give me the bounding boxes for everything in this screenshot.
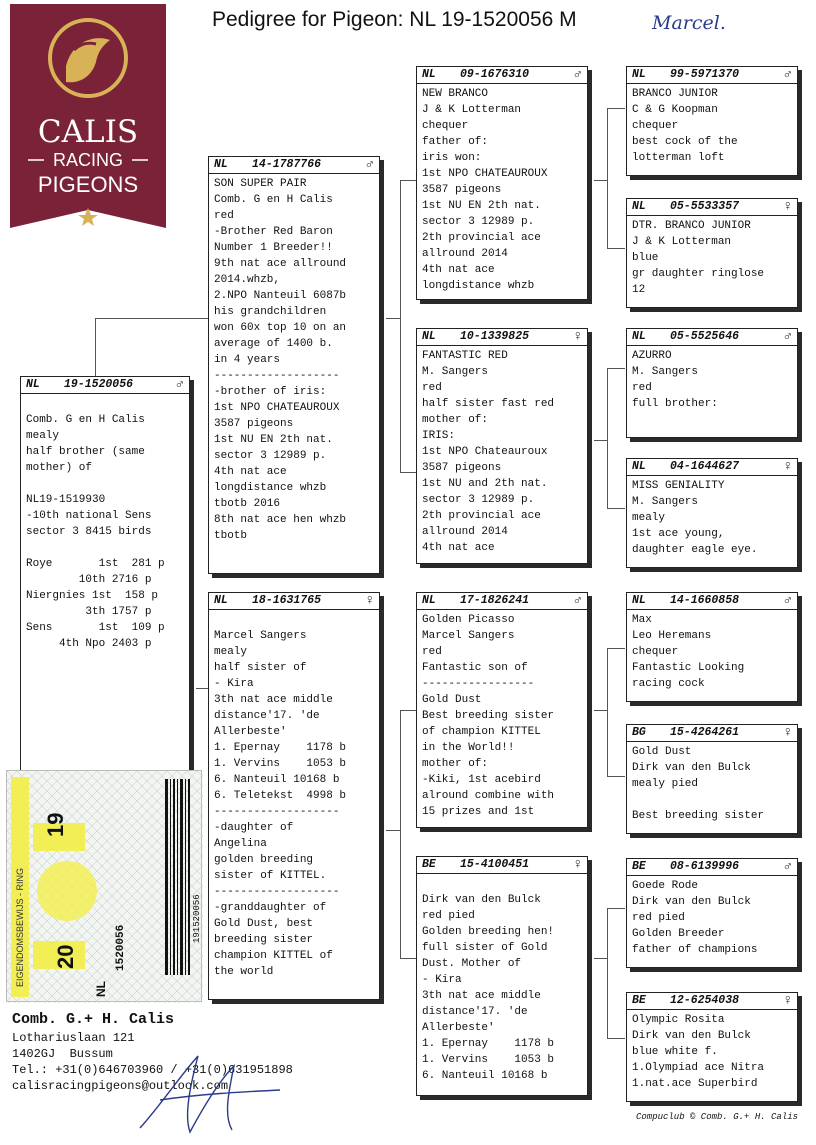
pigeon-text-line: average of 1400 b. xyxy=(214,338,333,350)
pigeon-text-line: 4th nat ace xyxy=(422,264,495,276)
pigeon-text-line: best cock of the xyxy=(632,136,738,148)
pigeon-lines xyxy=(632,86,792,166)
pigeon-box-mother: NL 18-1631765 ♀ Marcel Sangers mealy half sister of - Kira 3th nat ace middle distance'17. 'de Allerbeste' 1. Epernay 1178 b 1. Vervins 1053 b 6. Nanteuil 10168 b 6. Teletekst 4998 b ------------------- -daughter of Angelina golden breeding sister of KITTEL. ------------------- -granddaughter of Gold Dust, best breeding sister champion KITTEL of the world xyxy=(208,592,380,1000)
pigeon-text-line: 1st ace young, xyxy=(632,528,725,540)
pigeon-text-line: SON SUPER PAIR xyxy=(214,178,307,190)
pigeon-lines xyxy=(632,218,792,298)
pigeon-text-line: won 60x top 10 on an xyxy=(214,322,347,334)
pigeon-text-line: 6. Nanteuil 10168 b xyxy=(422,1070,548,1082)
pigeon-text-line: 1. Vervins 1053 b xyxy=(214,758,347,770)
pigeon-box-mf: NL 17-1826241 ♂ Golden Picasso Marcel Sangers red Fantastic son of ----------------- Gold Dust Best breeding sister of champion KITTEL in the World!! mother of: -Kiki, 1st acebird alround combine with 15 prizes and 1st xyxy=(416,592,588,828)
pigeon-text-line: Dust. Mother of xyxy=(422,958,522,970)
pigeon-text-line: Marcel Sangers xyxy=(422,630,515,642)
pigeon-text-line: tbotb xyxy=(214,530,248,542)
pigeon-text-line: chequer xyxy=(422,120,469,132)
footer-credit: Compuclub © Comb. G.+ H. Calis xyxy=(636,1112,799,1122)
pigeon-text-line: sector 3 12989 p. xyxy=(422,216,535,228)
pigeon-lines xyxy=(422,86,582,294)
pigeon-text-line: AZURRO xyxy=(632,350,672,362)
pigeon-text-line: Gold Dust xyxy=(422,694,482,706)
pigeon-box-mfm: BG 15-4264261 ♀ Gold Dust Dirk van den Bulck mealy pied Best breeding sister xyxy=(626,724,798,834)
pigeon-box-fff: NL 99-5971370 ♂ BRANCO JUNIOR C & G Koopman chequer best cock of the lotterman loft xyxy=(626,66,798,176)
pigeon-box-main xyxy=(20,376,190,776)
pigeon-text-line: longdistance whzb xyxy=(214,482,327,494)
pigeon-text-line: BRANCO JUNIOR xyxy=(632,88,718,100)
pigeon-text-line: Goede Rode xyxy=(632,880,699,892)
pigeon-text-line: longdistance whzb xyxy=(422,280,535,292)
pigeon-text-line: blue xyxy=(632,252,659,264)
pigeon-text-line: Comb. G en H Calis xyxy=(214,194,333,206)
pigeon-text-line: mother of: xyxy=(422,414,489,426)
pigeon-text-line: Fantastic son of xyxy=(422,662,528,674)
pigeon-text-line: 6. Teletekst 4998 b xyxy=(214,790,347,802)
pigeon-text-line: 1. Vervins 1053 b xyxy=(422,1054,555,1066)
pigeon-text-line: 1st NPO Chateauroux xyxy=(422,446,548,458)
sticker-barcode-number: 191520056 xyxy=(192,894,202,943)
pigeon-text-line: Max xyxy=(632,614,652,626)
pigeon-box-mm: BE 15-4100451 ♀ Dirk van den Bulck red pied Golden breeding hen! full sister of Gold Dust. Mother of - Kira 3th nat ace middle distance'17. 'de Allerbeste' 1. Epernay 1178 b 1. Vervins 1053 b 6. Nanteuil 10168 b xyxy=(416,856,588,1096)
pigeon-box-fmf: NL 05-5525646 ♂ AZURRO M. Sangers red full brother: xyxy=(626,328,798,438)
pigeon-text-line: 4th nat ace xyxy=(214,466,287,478)
owner-city: 1402GJ Bussum xyxy=(12,1047,113,1061)
pigeon-text-line: allround 2014 xyxy=(422,248,508,260)
page-title: Pedigree for Pigeon: NL 19-1520056 M xyxy=(212,8,577,31)
pigeon-text-line: M. Sangers xyxy=(632,496,699,508)
pigeon-text-line: of champion KITTEL xyxy=(422,726,541,738)
pigeon-text-line: Golden Breeder xyxy=(632,928,725,940)
pigeon-text-line: alround combine with xyxy=(422,790,555,802)
pigeon-text-line: 4th nat ace xyxy=(422,542,495,554)
pigeon-text-line: Dirk van den Bulck xyxy=(632,896,751,908)
pigeon-text-line: red xyxy=(632,382,652,394)
pigeon-text-line: golden breeding xyxy=(214,854,314,866)
owner-phone: Tel.: +31(0)646703960 / +31(0)631951898 xyxy=(12,1063,293,1077)
owner-address: Lothariuslaan 121 xyxy=(12,1031,135,1045)
pigeon-box-father: NL 14-1787766 ♂ SON SUPER PAIR Comb. G en H Calis red -Brother Red Baron Number 1 Breeder!! 9th nat ace allround 2014.whzb, 2.NPO Nanteuil 6087b his grandchildren won 60x top 10 on an average of 1400 b. in 4 years ------------------- -brother of iris: 1st NPO CHATEAUROUX 3587 pigeons 1st NU EN 2th nat. sector 3 12989 p. 4th nat ace longdistance whzb tbotb 2016 8th nat ace hen whzb tbotb xyxy=(208,156,380,574)
pigeon-text-line: 15 prizes and 1st xyxy=(422,806,535,818)
pigeon-text-line: J & K Lotterman xyxy=(632,236,732,248)
pigeon-text-line: FANTASTIC RED xyxy=(422,350,508,362)
pigeon-text-line: 3th nat ace middle xyxy=(422,990,541,1002)
pigeon-text-line: Roye 1st 281 p xyxy=(26,558,165,570)
pigeon-text-line: 1st NPO CHATEAUROUX xyxy=(214,402,340,414)
pigeon-text-line: 2th provincial ace xyxy=(422,510,541,522)
pigeon-text-line: champion KITTEL of xyxy=(214,950,333,962)
pigeon-text-line: father of champions xyxy=(632,944,758,956)
pigeon-text-line: 1st NU EN 2th nat. xyxy=(214,434,333,446)
pigeon-text-line: M. Sangers xyxy=(422,366,489,378)
pigeon-text-line: Comb. G en H Calis xyxy=(26,414,145,426)
pigeon-text-line: 3th 1757 p xyxy=(26,606,152,618)
pigeon-box-fm: NL 10-1339825 ♀ FANTASTIC RED M. Sangers red half sister fast red mother of: IRIS: 1st NPO Chateauroux 3587 pigeons 1st NU and 2th nat. sector 3 12989 p. 2th provincial ace allround 2014 4th nat ace xyxy=(416,328,588,564)
pigeon-text-line: in the World!! xyxy=(422,742,515,754)
pigeon-text-line: 1.Olympiad ace Nitra xyxy=(632,1062,765,1074)
pigeon-text-line: Olympic Rosita xyxy=(632,1014,725,1026)
sticker-country: NL xyxy=(94,981,108,997)
pigeon-lines xyxy=(214,176,374,544)
pigeon-text-line: full brother: xyxy=(632,398,718,410)
pigeon-text-line: 6. Nanteuil 10168 b xyxy=(214,774,340,786)
pigeon-text-line: ------------------- xyxy=(214,370,340,382)
pigeon-text-line: 4th Npo 2403 p xyxy=(26,638,152,650)
pigeon-text-line: red xyxy=(214,210,234,222)
pigeon-text-line: Gold Dust xyxy=(632,746,692,758)
pigeon-text-line: allround 2014 xyxy=(422,526,508,538)
logo-pigeons: PIGEONS xyxy=(37,172,139,197)
pigeon-lines xyxy=(632,612,792,692)
pigeon-text-line: red xyxy=(422,382,442,394)
pigeon-text-line: half sister of xyxy=(214,662,307,674)
pigeon-box-fmm: NL 04-1644627 ♀ MISS GENIALITY M. Sangers mealy 1st ace young, daughter eagle eye. xyxy=(626,458,798,568)
pigeon-text-line: - Kira xyxy=(422,974,462,986)
pigeon-text-line: ----------------- xyxy=(422,678,535,690)
pigeon-text-line: Dirk van den Bulck xyxy=(632,1030,751,1042)
pigeon-text-line: DTR. BRANCO JUNIOR xyxy=(632,220,751,232)
pigeon-text-line: M. Sangers xyxy=(632,366,699,378)
pigeon-text-line: -Kiki, 1st acebird xyxy=(422,774,541,786)
pigeon-text-line xyxy=(26,476,184,492)
pigeon-text-line: mealy xyxy=(26,430,60,442)
pigeon-text-line: tbotb 2016 xyxy=(214,498,281,510)
owner-name: Comb. G.+ H. Calis xyxy=(12,1011,175,1028)
pigeon-text-line: mother) of xyxy=(26,462,93,474)
pigeon-box-mmm: BE 12-6254038 ♀ Olympic Rosita Dirk van den Bulck blue white f. 1.Olympiad ace Nitra 1.nat.ace Superbird xyxy=(626,992,798,1102)
pigeon-text-line: mealy pied xyxy=(632,778,699,790)
pigeon-lines xyxy=(632,1012,792,1092)
pigeon-text-line: J & K Lotterman xyxy=(422,104,522,116)
race-results xyxy=(26,556,184,652)
pigeon-text-line: chequer xyxy=(632,646,679,658)
pigeon-text-line: sector 3 12989 p. xyxy=(214,450,327,462)
pigeon-lines xyxy=(632,478,792,558)
pigeon-header: NL 19-1520056 ♂ xyxy=(21,377,189,394)
calis-logo xyxy=(10,4,166,228)
pigeon-lines xyxy=(632,744,792,824)
pigeon-text-line: NL19-1519930 xyxy=(26,494,106,506)
pigeon-text-line: mother of: xyxy=(422,758,489,770)
pigeon-text-line: 1st NU EN 2th nat. xyxy=(422,200,541,212)
pigeon-text-line: 1st NU and 2th nat. xyxy=(422,478,548,490)
pigeon-lines xyxy=(214,612,374,980)
pigeon-text-line: sector 3 12989 p. xyxy=(422,494,535,506)
pigeon-text-line: Angelina xyxy=(214,838,267,850)
pigeon-text-line: 1. Epernay 1178 b xyxy=(422,1038,555,1050)
pigeon-text-line: Allerbeste' xyxy=(214,726,287,738)
pigeon-text-line xyxy=(422,876,582,892)
pigeon-text-line: full sister of Gold xyxy=(422,942,548,954)
pigeon-text-line: red pied xyxy=(632,912,685,924)
pigeon-text-line: in 4 years xyxy=(214,354,281,366)
pigeon-text-line: 9th nat ace allround xyxy=(214,258,347,270)
sticker-number: 1520056 xyxy=(115,924,127,971)
pigeon-text-line: ------------------- xyxy=(214,806,340,818)
sticker-year-b: 19 xyxy=(43,812,68,837)
pigeon-lines xyxy=(422,348,582,556)
pigeon-text-line: Best breeding sister xyxy=(632,810,765,822)
pigeon-text-line: sector 3 8415 birds xyxy=(26,526,152,538)
pigeon-text-line: -granddaughter of xyxy=(214,902,327,914)
pigeon-text-line: 1. Epernay 1178 b xyxy=(214,742,347,754)
pigeon-text-line: Leo Heremans xyxy=(632,630,712,642)
pigeon-text-line: 12 xyxy=(632,284,646,296)
pigeon-text-line: distance'17. 'de xyxy=(422,1006,528,1018)
pigeon-text-line: Golden Picasso xyxy=(422,614,515,626)
logo-calis: CALIS xyxy=(37,114,139,150)
pigeon-text-line: 3587 pigeons xyxy=(422,184,502,196)
pigeon-text-line: -brother of iris: xyxy=(214,386,327,398)
owner-email[interactable]: calisracingpigeons@outlook.com xyxy=(12,1079,229,1093)
pigeon-text-line: mealy xyxy=(632,512,666,524)
pigeon-text-line: daughter eagle eye. xyxy=(632,544,758,556)
pigeon-text-line: sister of KITTEL. xyxy=(214,870,327,882)
pigeon-text-line: half brother (same xyxy=(26,446,145,458)
sticker-band-text: EIGENDOMSBEWIJS - RING xyxy=(15,867,25,987)
pigeon-text-line: the world xyxy=(214,966,274,978)
pigeon-text-line: 1.nat.ace Superbird xyxy=(632,1078,758,1090)
pigeon-text-line xyxy=(632,792,792,808)
pigeon-lines xyxy=(632,348,792,412)
pigeon-text-line: Niergnies 1st 158 p xyxy=(26,590,159,602)
handwritten-name: Marcel. xyxy=(652,12,726,34)
pigeon-box-mmf: BE 08-6139996 ♂ Goede Rode Dirk van den Bulck red pied Golden Breeder father of champions xyxy=(626,858,798,968)
pigeon-text-line: Number 1 Breeder!! xyxy=(214,242,333,254)
logo-racing: RACING xyxy=(52,150,124,170)
pigeon-text-line: 2th provincial ace xyxy=(422,232,541,244)
pigeon-text-line xyxy=(26,540,184,556)
pigeon-text-line: 10th 2716 p xyxy=(26,574,152,586)
pigeon-text-line: 8th nat ace hen whzb xyxy=(214,514,347,526)
pigeon-text-line: - Kira xyxy=(214,678,254,690)
pigeon-text-line: NEW BRANCO xyxy=(422,88,489,100)
pigeon-text-line: -10th national Sens xyxy=(26,510,152,522)
pigeon-box-mff: NL 14-1660858 ♂ Max Leo Heremans chequer Fantastic Looking racing cock xyxy=(626,592,798,702)
pigeon-text-line: breeding sister xyxy=(214,934,314,946)
pigeon-box-ff: NL 09-1676310 ♂ NEW BRANCO J & K Lotterman chequer father of: iris won: 1st NPO CHATEAUROUX 3587 pigeons 1st NU EN 2th nat. sector 3 12989 p. 2th provincial ace allround 2014 4th nat ace longdistance whzb xyxy=(416,66,588,300)
pigeon-text-line: 1st NPO CHATEAUROUX xyxy=(422,168,548,180)
pigeon-text-line: Gold Dust, best xyxy=(214,918,314,930)
pigeon-text-line: -daughter of xyxy=(214,822,294,834)
pigeon-text-line: Best breeding sister xyxy=(422,710,555,722)
pigeon-text-line: ------------------- xyxy=(214,886,340,898)
pigeon-text-line: 3587 pigeons xyxy=(214,418,294,430)
pigeon-text-line: Sens 1st 109 p xyxy=(26,622,165,634)
pigeon-box-ffm: NL 05-5533357 ♀ DTR. BRANCO JUNIOR J & K Lotterman blue gr daughter ringlose 12 xyxy=(626,198,798,308)
pigeon-text-line: MISS GENIALITY xyxy=(632,480,725,492)
pigeon-text-line: distance'17. 'de xyxy=(214,710,320,722)
pigeon-text-line: lotterman loft xyxy=(632,152,725,164)
pigeon-text-line: Dirk van den Bulck xyxy=(632,762,751,774)
pigeon-text-line: Fantastic Looking xyxy=(632,662,745,674)
pigeon-text-line: red xyxy=(422,646,442,658)
pigeon-text-line xyxy=(26,396,184,412)
pigeon-text-line: 3587 pigeons xyxy=(422,462,502,474)
pigeon-text-line xyxy=(214,612,374,628)
pigeon-lines xyxy=(632,878,792,958)
pigeon-text-line: father of: xyxy=(422,136,489,148)
pigeon-text-line: mealy xyxy=(214,646,248,658)
pigeon-text-line: 2.NPO Nanteuil 6087b xyxy=(214,290,347,302)
pigeon-text-line: iris won: xyxy=(422,152,482,164)
pigeon-text-line: 2014.whzb, xyxy=(214,274,281,286)
pigeon-text-line: IRIS: xyxy=(422,430,456,442)
pigeon-text-line: half sister fast red xyxy=(422,398,555,410)
pigeon-text-line: Dirk van den Bulck xyxy=(422,894,541,906)
pigeon-text-line: gr daughter ringlose xyxy=(632,268,765,280)
pigeon-text-line: -Brother Red Baron xyxy=(214,226,333,238)
pigeon-text-line: blue white f. xyxy=(632,1046,718,1058)
pigeon-text-line: Marcel Sangers xyxy=(214,630,307,642)
pigeon-text-line: Allerbeste' xyxy=(422,1022,495,1034)
pigeon-text-line: racing cock xyxy=(632,678,705,690)
pigeon-text-line: Golden breeding hen! xyxy=(422,926,555,938)
pigeon-text-line: his grandchildren xyxy=(214,306,327,318)
pigeon-text-line: chequer xyxy=(632,120,679,132)
pigeon-lines xyxy=(26,396,184,556)
sticker-year-a: 20 xyxy=(53,944,78,969)
pigeon-text-line: red pied xyxy=(422,910,475,922)
ring-certificate-sticker xyxy=(6,770,202,1002)
pigeon-text-line: 3th nat ace middle xyxy=(214,694,333,706)
pigeon-lines xyxy=(422,612,582,820)
pigeon-text-line: C & G Koopman xyxy=(632,104,718,116)
signature xyxy=(120,1036,290,1140)
pigeon-lines xyxy=(422,876,582,1084)
